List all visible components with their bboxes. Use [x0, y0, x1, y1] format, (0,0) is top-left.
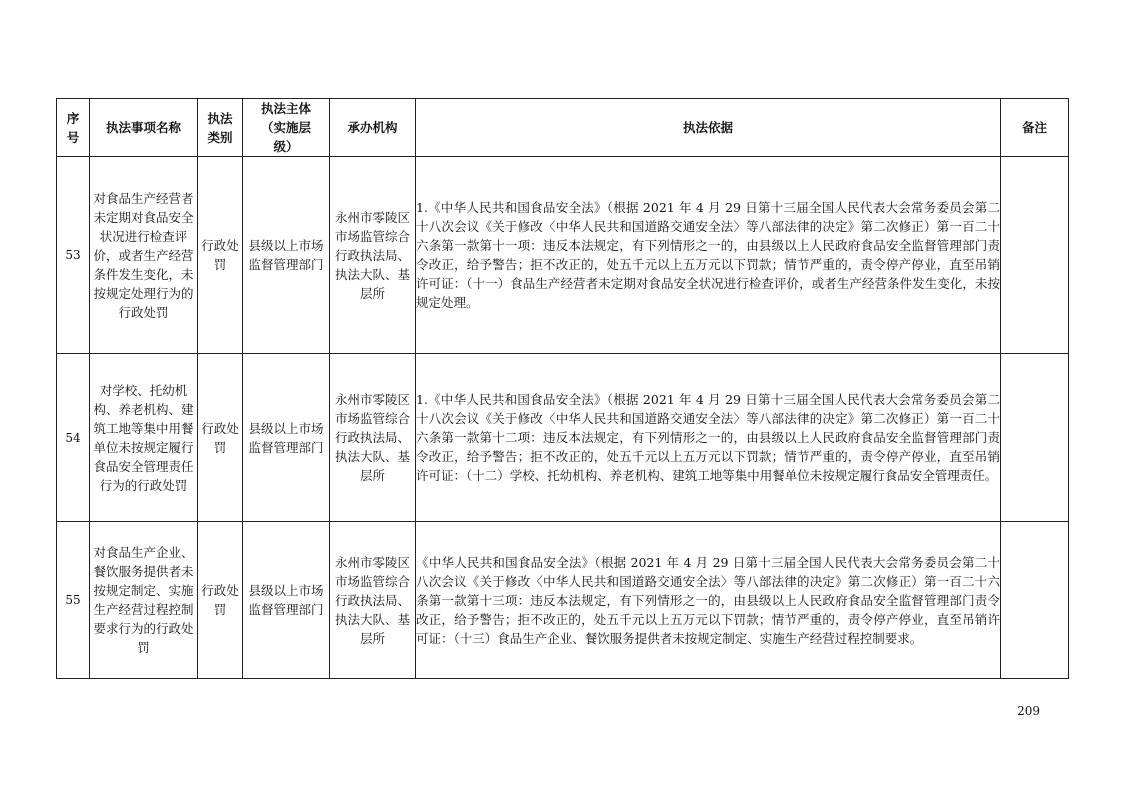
row-basis: [416, 522, 1001, 679]
table-row: [57, 157, 1069, 354]
row-org: 永州市零陵区市场监管综合行政执法局、执法大队、基层所: [330, 157, 416, 354]
row-basis: [416, 157, 1001, 354]
row-basis: [416, 354, 1001, 522]
header-category: 执法类别: [198, 99, 243, 157]
row-seq: 54: [57, 354, 90, 522]
row-category: 行政处罚: [198, 157, 243, 354]
enforcement-items-table: [56, 98, 1069, 679]
row-basis-text: 《中华人民共和国食品安全法》（根据 2021 年 4 月 29 日第十三届全国人民代表大会常务委员会第二十八次会议《关于修改〈中华人民共和国道路交通安全法〉等八部法律的决定》第二次修正）第一百二十六条第一款第十三项：违反本法规定，有下列情形之一的，由县级以上人民政府食品安全监督管理部门责令改正，给予警告；拒不改正的，处五千元以上五万元以下罚款；情节严重的，责令停产停业，直至吊销许可证：（十三）食品生产企业、餐饮服务提供者未按规定制定、实施生产经营过程控制要求。: [416, 554, 1000, 646]
row-item-name: 对食品生产企业、餐饮服务提供者未按规定制定、实施生产经营过程控制要求行为的行政处罚: [90, 522, 198, 679]
row-basis-text: 1.《中华人民共和国食品安全法》（根据 2021 年 4 月 29 日第十三届全国人民代表大会常务委员会第二十八次会议《关于修改〈中华人民共和国道路交通安全法〉等八部法律的决定》第二次修正）第一百二十六条第一款第十二项：违反本法规定，有下列情形之一的，由县级以上人民政府食品安全监督管理部门责令改正，给予警告；拒不改正的，处五千元以上五万元以下罚款；情节严重的，责令停产停业，直至吊销许可证：（十二）学校、托幼机构、养老机构、建筑工地等集中用餐单位未按规定履行食品安全管理责任。: [416, 392, 1000, 483]
row-subject: 县级以上市场监督管理部门: [243, 354, 330, 522]
row-org: 永州市零陵区市场监管综合行政执法局、执法大队、基层所: [330, 522, 416, 679]
row-basis-text: 1.《中华人民共和国食品安全法》（根据 2021 年 4 月 29 日第十三届全国人民代表大会常务委员会第二十八次会议《关于修改〈中华人民共和国道路交通安全法〉等八部法律的决定》第二次修正）第一百二十六条第一款第十一项：违反本法规定，有下列情形之一的，由县级以上人民政府食品安全监督管理部门责令改正，给予警告；拒不改正的，处五千元以上五万元以下罚款；情节严重的，责令停产停业，直至吊销许可证：（十一）食品生产经营者未定期对食品安全状况进行检查评价，或者生产经营条件发生变化，未按规定处理。: [416, 200, 1000, 310]
header-name: 执法事项名称: [90, 99, 198, 157]
row-org: 永州市零陵区市场监管综合行政执法局、执法大队、基层所: [330, 354, 416, 522]
header-subject: 执法主体（实施层级）: [243, 99, 330, 157]
row-seq: 55: [57, 522, 90, 679]
table-header-row: [57, 99, 1069, 157]
row-note: [1001, 354, 1069, 522]
header-note: 备注: [1001, 99, 1069, 157]
table-row: [57, 522, 1069, 679]
header-seq: 序号: [57, 99, 90, 157]
row-item-name: 对学校、托幼机构、养老机构、建筑工地等集中用餐单位未按规定履行食品安全管理责任行为的行政处罚: [90, 354, 198, 522]
row-note: [1001, 157, 1069, 354]
row-seq: 53: [57, 157, 90, 354]
row-subject: 县级以上市场监督管理部门: [243, 522, 330, 679]
row-item-name: 对食品生产经营者未定期对食品安全状况进行检查评价，或者生产经营条件发生变化，未按规定处理行为的行政处罚: [90, 157, 198, 354]
row-note: [1001, 522, 1069, 679]
table-row: [57, 354, 1069, 522]
row-category: 行政处罚: [198, 354, 243, 522]
header-basis: 执法依据: [416, 99, 1001, 157]
header-org: 承办机构: [330, 99, 416, 157]
row-category: 行政处罚: [198, 522, 243, 679]
page-number: 209: [1017, 704, 1040, 718]
row-subject: 县级以上市场监督管理部门: [243, 157, 330, 354]
